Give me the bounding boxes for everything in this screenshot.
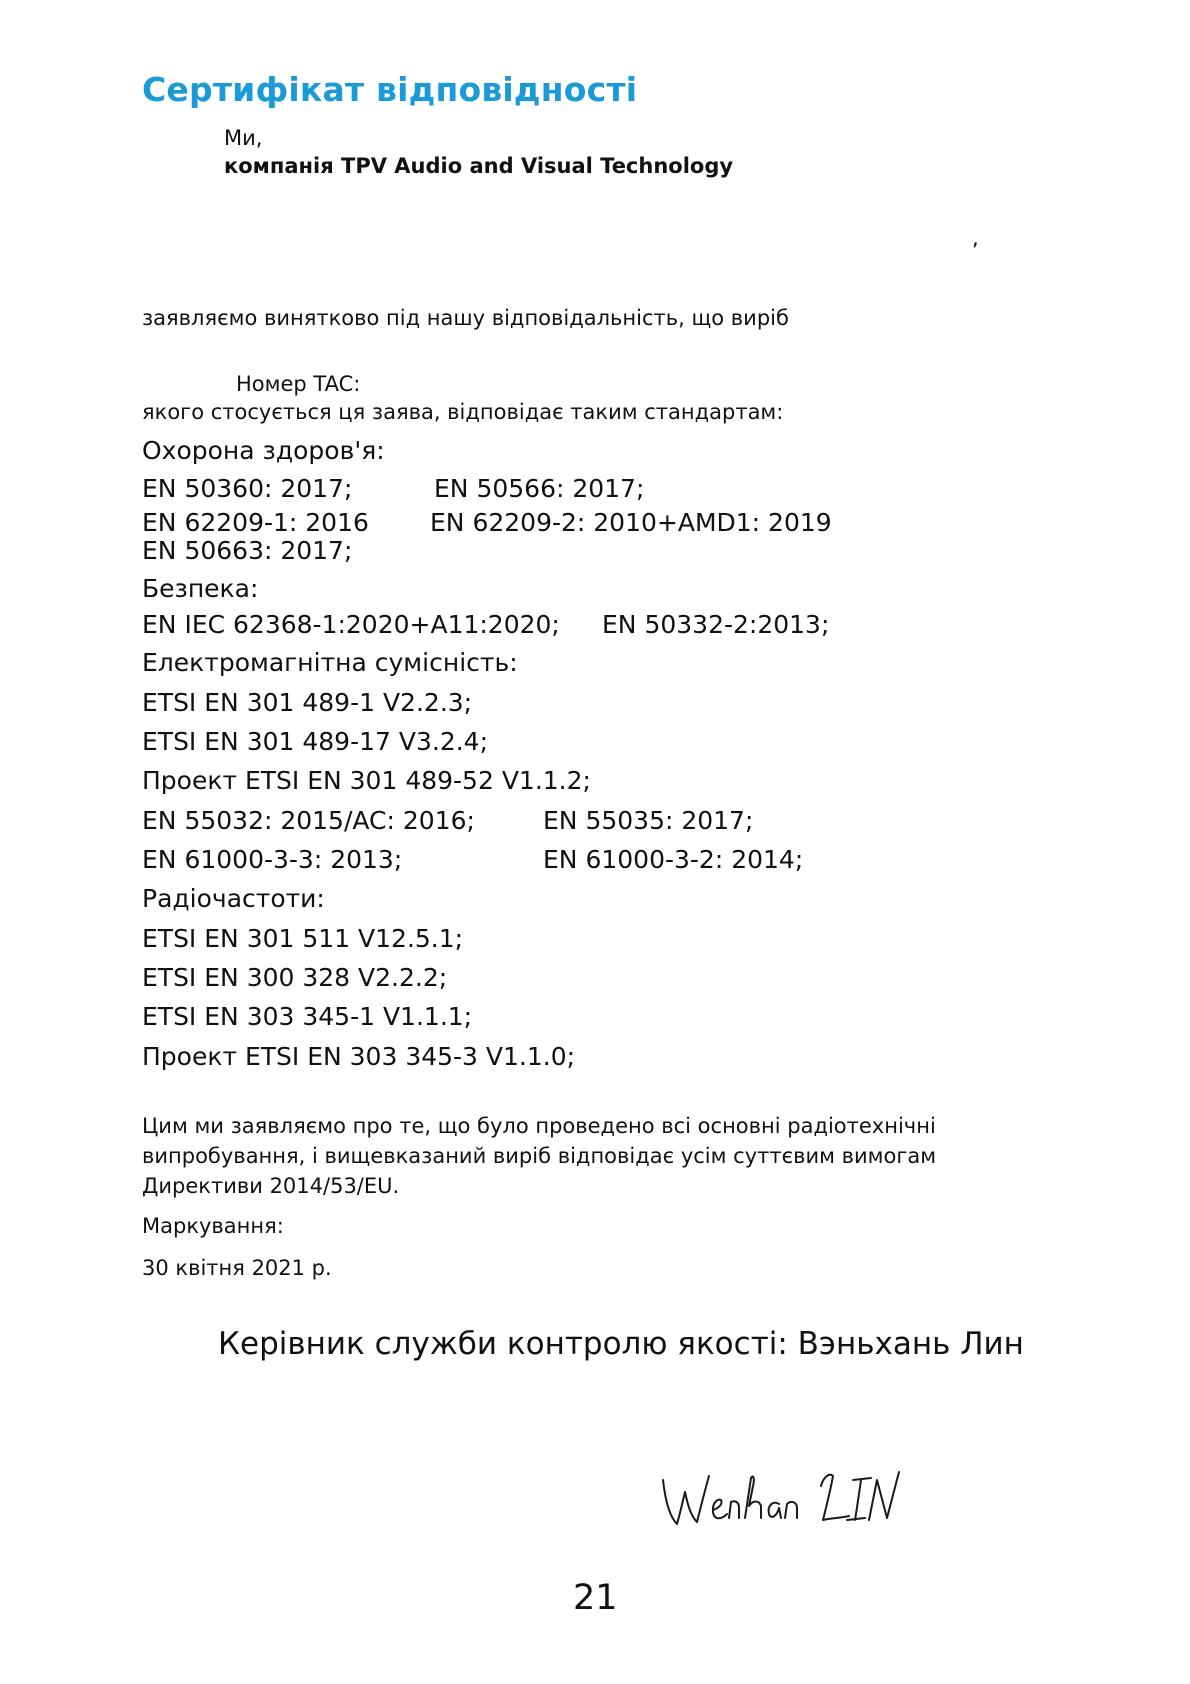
page-number: 21 [573, 1578, 618, 1618]
standard-item: EN 50663: 2017; [142, 536, 353, 565]
closing-line: випробування, і вищевказаний виріб відповідає усім суттєвим вимогам [142, 1144, 937, 1168]
stray-comma: , [972, 226, 979, 250]
standard-item: EN 50566: 2017; [434, 474, 645, 503]
quality-manager-line: Керівник служби контролю якості: Вэньхань Лин [218, 1326, 1024, 1362]
standard-item: EN 55035: 2017; [543, 806, 754, 835]
standard-item: EN IEC 62368-1:2020+A11:2020; [142, 610, 560, 639]
standard-item: ETSI EN 301 511 V12.5.1; [142, 924, 464, 953]
safety-heading: Безпека: [142, 574, 259, 603]
standard-item: EN 50332-2:2013; [602, 610, 830, 639]
company-name: компанія TPV Audio and Visual Technology [224, 154, 734, 178]
emc-heading: Електромагнітна сумісність: [142, 648, 518, 677]
health-heading: Охорона здоров'я: [142, 436, 385, 465]
declaration-date: 30 квітня 2021 р. [142, 1256, 332, 1280]
closing-line: Директиви 2014/53/EU. [142, 1174, 400, 1198]
signature [655, 1458, 905, 1544]
marking-label: Маркування: [142, 1214, 284, 1238]
standard-item: EN 55032: 2015/AC: 2016; [142, 806, 475, 835]
standard-item: EN 62209-1: 2016 [142, 508, 369, 537]
standard-item: ETSI EN 300 328 V2.2.2; [142, 963, 448, 992]
standards-intro: якого стосується ця заява, відповідає таким стандартам: [142, 400, 784, 424]
closing-line: Цим ми заявляємо про те, що було проведено всі основні радіотехнічні [142, 1114, 936, 1138]
radio-heading: Радіочастоти: [142, 884, 325, 913]
declaration-text: заявляємо винятково під нашу відповідальність, що виріб [142, 306, 789, 330]
page-title: Сертифікат відповідності [142, 70, 638, 109]
we-text: Ми, [224, 126, 263, 150]
standard-item: ETSI EN 301 489-17 V3.2.4; [142, 727, 488, 756]
standard-item: EN 50360: 2017; [142, 474, 353, 503]
tac-label: Номер TAC: [236, 372, 361, 396]
standard-item: ETSI EN 301 489-1 V2.2.3; [142, 688, 473, 717]
signature-image [655, 1458, 905, 1540]
standard-item: EN 62209-2: 2010+AMD1: 2019 [430, 508, 832, 537]
standard-item: EN 61000-3-3: 2013; [142, 845, 403, 874]
standard-item: EN 61000-3-2: 2014; [543, 845, 804, 874]
standard-item: Проект ETSI EN 301 489-52 V1.1.2; [142, 766, 591, 795]
standard-item: Проект ETSI EN 303 345-3 V1.1.0; [142, 1042, 576, 1071]
standard-item: ETSI EN 303 345-1 V1.1.1; [142, 1002, 473, 1031]
